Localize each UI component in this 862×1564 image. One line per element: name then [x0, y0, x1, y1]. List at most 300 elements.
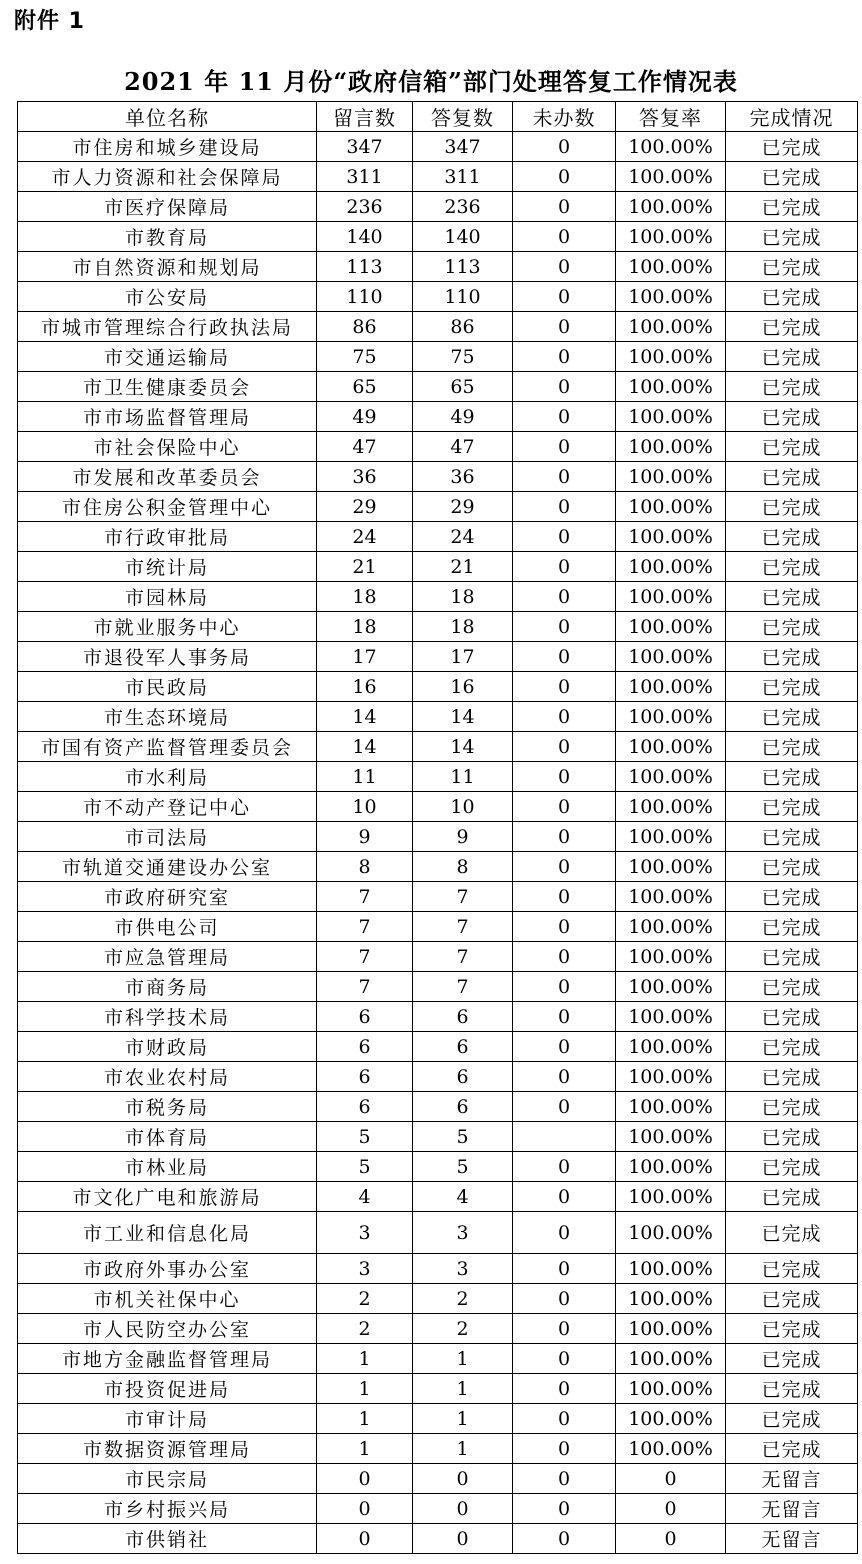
cell-replies: 1	[413, 1344, 513, 1374]
table-row	[18, 1152, 858, 1182]
cell-unit-name: 市林业局	[18, 1152, 317, 1182]
table-row	[18, 342, 858, 372]
cell-messages: 75	[317, 342, 413, 372]
table-row	[18, 852, 858, 882]
document-title: 2021 年 11 月份“政府信箱”部门处理答复工作情况表	[124, 67, 738, 96]
cell-pending: 0	[513, 852, 616, 882]
cell-replies: 3	[413, 1212, 513, 1254]
cell-replies: 10	[413, 792, 513, 822]
cell-replies: 1	[413, 1404, 513, 1434]
cell-reply-rate: 100.00%	[616, 672, 726, 702]
cell-completion: 已完成	[726, 1062, 858, 1092]
cell-messages: 6	[317, 1092, 413, 1122]
cell-completion: 已完成	[726, 1404, 858, 1434]
cell-replies: 113	[413, 252, 513, 282]
cell-pending: 0	[513, 642, 616, 672]
table-row	[18, 132, 858, 162]
cell-pending: 0	[513, 1092, 616, 1122]
table-row	[18, 882, 858, 912]
cell-unit-name: 市供电公司	[18, 912, 317, 942]
cell-pending: 0	[513, 1494, 616, 1524]
cell-messages: 6	[317, 1062, 413, 1092]
cell-reply-rate: 100.00%	[616, 1434, 726, 1464]
table-row	[18, 252, 858, 282]
cell-reply-rate: 100.00%	[616, 342, 726, 372]
cell-messages: 347	[317, 132, 413, 162]
cell-unit-name: 市园林局	[18, 582, 317, 612]
table-row	[18, 432, 858, 462]
cell-completion: 已完成	[726, 1374, 858, 1404]
cell-unit-name: 市科学技术局	[18, 1002, 317, 1032]
cell-messages: 236	[317, 192, 413, 222]
cell-messages: 24	[317, 522, 413, 552]
cell-messages: 7	[317, 882, 413, 912]
cell-pending: 0	[513, 792, 616, 822]
cell-unit-name: 市统计局	[18, 552, 317, 582]
cell-unit-name: 市审计局	[18, 1404, 317, 1434]
cell-pending: 0	[513, 342, 616, 372]
cell-replies: 1	[413, 1434, 513, 1464]
cell-pending: 0	[513, 222, 616, 252]
table-row	[18, 312, 858, 342]
cell-messages: 5	[317, 1152, 413, 1182]
cell-messages: 86	[317, 312, 413, 342]
cell-completion: 已完成	[726, 312, 858, 342]
cell-completion: 无留言	[726, 1524, 858, 1554]
cell-completion: 无留言	[726, 1464, 858, 1494]
cell-pending: 0	[513, 1182, 616, 1212]
table-row	[18, 642, 858, 672]
table-row	[18, 732, 858, 762]
cell-reply-rate: 100.00%	[616, 792, 726, 822]
cell-messages: 311	[317, 162, 413, 192]
cell-messages: 7	[317, 942, 413, 972]
cell-replies: 0	[413, 1524, 513, 1554]
cell-completion: 已完成	[726, 282, 858, 312]
cell-replies: 347	[413, 132, 513, 162]
cell-replies: 86	[413, 312, 513, 342]
cell-pending: 0	[513, 762, 616, 792]
cell-completion: 已完成	[726, 132, 858, 162]
cell-reply-rate: 100.00%	[616, 192, 726, 222]
cell-reply-rate: 100.00%	[616, 942, 726, 972]
header-replies: 答复数	[413, 102, 513, 132]
cell-messages: 2	[317, 1314, 413, 1344]
cell-messages: 6	[317, 1032, 413, 1062]
cell-reply-rate: 100.00%	[616, 1374, 726, 1404]
cell-messages: 11	[317, 762, 413, 792]
cell-reply-rate: 100.00%	[616, 132, 726, 162]
cell-replies: 2	[413, 1284, 513, 1314]
table-row	[18, 1212, 858, 1254]
cell-messages: 16	[317, 672, 413, 702]
cell-reply-rate: 0	[616, 1524, 726, 1554]
cell-pending: 0	[513, 1002, 616, 1032]
cell-reply-rate: 100.00%	[616, 1122, 726, 1152]
header-unit-name: 单位名称	[18, 102, 317, 132]
cell-reply-rate: 100.00%	[616, 852, 726, 882]
table-row	[18, 1254, 858, 1284]
cell-messages: 113	[317, 252, 413, 282]
cell-reply-rate: 100.00%	[616, 222, 726, 252]
cell-reply-rate: 100.00%	[616, 492, 726, 522]
cell-messages: 18	[317, 582, 413, 612]
cell-messages: 14	[317, 732, 413, 762]
cell-pending: 0	[513, 1152, 616, 1182]
cell-reply-rate: 100.00%	[616, 162, 726, 192]
cell-replies: 6	[413, 1002, 513, 1032]
cell-reply-rate: 100.00%	[616, 1212, 726, 1254]
cell-reply-rate: 100.00%	[616, 762, 726, 792]
cell-unit-name: 市社会保险中心	[18, 432, 317, 462]
cell-unit-name: 市应急管理局	[18, 942, 317, 972]
table-row	[18, 1374, 858, 1404]
cell-messages: 29	[317, 492, 413, 522]
cell-reply-rate: 100.00%	[616, 702, 726, 732]
cell-reply-rate: 100.00%	[616, 1314, 726, 1344]
cell-messages: 1	[317, 1344, 413, 1374]
cell-messages: 8	[317, 852, 413, 882]
cell-messages: 1	[317, 1374, 413, 1404]
cell-pending: 0	[513, 162, 616, 192]
cell-pending: 0	[513, 1374, 616, 1404]
cell-unit-name: 市商务局	[18, 972, 317, 1002]
cell-replies: 6	[413, 1092, 513, 1122]
cell-unit-name: 市农业农村局	[18, 1062, 317, 1092]
table-row	[18, 1524, 858, 1554]
cell-replies: 7	[413, 882, 513, 912]
cell-replies: 140	[413, 222, 513, 252]
cell-unit-name: 市就业服务中心	[18, 612, 317, 642]
cell-pending: 0	[513, 552, 616, 582]
cell-messages: 47	[317, 432, 413, 462]
header-messages: 留言数	[317, 102, 413, 132]
cell-pending: 0	[513, 1524, 616, 1554]
cell-completion: 已完成	[726, 852, 858, 882]
cell-unit-name: 市司法局	[18, 822, 317, 852]
cell-unit-name: 市住房公积金管理中心	[18, 492, 317, 522]
cell-replies: 11	[413, 762, 513, 792]
cell-reply-rate: 100.00%	[616, 822, 726, 852]
cell-messages: 18	[317, 612, 413, 642]
cell-messages: 9	[317, 822, 413, 852]
cell-reply-rate: 100.00%	[616, 1254, 726, 1284]
cell-completion: 已完成	[726, 552, 858, 582]
header-reply-rate: 答复率	[616, 102, 726, 132]
cell-unit-name: 市机关社保中心	[18, 1284, 317, 1314]
report-table	[17, 101, 858, 1554]
cell-pending: 0	[513, 672, 616, 702]
cell-completion: 已完成	[726, 1314, 858, 1344]
cell-completion: 已完成	[726, 822, 858, 852]
cell-unit-name: 市国有资产监督管理委员会	[18, 732, 317, 762]
cell-replies: 47	[413, 432, 513, 462]
cell-messages: 49	[317, 402, 413, 432]
cell-reply-rate: 100.00%	[616, 1092, 726, 1122]
cell-replies: 18	[413, 612, 513, 642]
cell-reply-rate: 100.00%	[616, 972, 726, 1002]
cell-messages: 6	[317, 1002, 413, 1032]
table-row	[18, 612, 858, 642]
cell-messages: 21	[317, 552, 413, 582]
cell-messages: 0	[317, 1524, 413, 1554]
cell-replies: 14	[413, 702, 513, 732]
table-row	[18, 372, 858, 402]
cell-pending: 0	[513, 612, 616, 642]
cell-messages: 1	[317, 1434, 413, 1464]
table-row	[18, 762, 858, 792]
cell-reply-rate: 100.00%	[616, 1182, 726, 1212]
cell-completion: 已完成	[726, 402, 858, 432]
cell-pending: 0	[513, 1404, 616, 1434]
cell-pending: 0	[513, 1032, 616, 1062]
cell-pending: 0	[513, 882, 616, 912]
table-row	[18, 402, 858, 432]
cell-unit-name: 市地方金融监督管理局	[18, 1344, 317, 1374]
cell-pending: 0	[513, 1344, 616, 1374]
cell-completion: 已完成	[726, 1284, 858, 1314]
cell-messages: 36	[317, 462, 413, 492]
cell-completion: 已完成	[726, 1092, 858, 1122]
table-body	[18, 132, 858, 1554]
cell-unit-name: 市体育局	[18, 1122, 317, 1152]
cell-messages: 7	[317, 972, 413, 1002]
table-row	[18, 702, 858, 732]
cell-reply-rate: 100.00%	[616, 1284, 726, 1314]
cell-pending: 0	[513, 282, 616, 312]
cell-unit-name: 市人力资源和社会保障局	[18, 162, 317, 192]
cell-completion: 已完成	[726, 1254, 858, 1284]
table-row	[18, 1062, 858, 1092]
cell-reply-rate: 100.00%	[616, 882, 726, 912]
cell-pending: 0	[513, 1314, 616, 1344]
cell-replies: 21	[413, 552, 513, 582]
cell-reply-rate: 100.00%	[616, 642, 726, 672]
cell-pending: 0	[513, 492, 616, 522]
cell-pending: 0	[513, 462, 616, 492]
cell-reply-rate: 100.00%	[616, 372, 726, 402]
cell-reply-rate: 100.00%	[616, 1344, 726, 1374]
cell-completion: 已完成	[726, 792, 858, 822]
table-row	[18, 672, 858, 702]
cell-completion: 已完成	[726, 252, 858, 282]
cell-replies: 3	[413, 1254, 513, 1284]
cell-reply-rate: 100.00%	[616, 612, 726, 642]
cell-pending: 0	[513, 822, 616, 852]
cell-replies: 2	[413, 1314, 513, 1344]
cell-messages: 5	[317, 1122, 413, 1152]
cell-completion: 已完成	[726, 942, 858, 972]
cell-replies: 4	[413, 1182, 513, 1212]
cell-pending: 0	[513, 1062, 616, 1092]
cell-completion: 已完成	[726, 1182, 858, 1212]
cell-unit-name: 市发展和改革委员会	[18, 462, 317, 492]
cell-replies: 16	[413, 672, 513, 702]
table-row	[18, 282, 858, 312]
cell-completion: 已完成	[726, 342, 858, 372]
cell-completion: 已完成	[726, 432, 858, 462]
cell-pending: 0	[513, 912, 616, 942]
table-row	[18, 1002, 858, 1032]
cell-messages: 2	[317, 1284, 413, 1314]
table-row	[18, 1434, 858, 1464]
cell-pending: 0	[513, 252, 616, 282]
cell-unit-name: 市交通运输局	[18, 342, 317, 372]
cell-unit-name: 市数据资源管理局	[18, 1434, 317, 1464]
cell-reply-rate: 100.00%	[616, 432, 726, 462]
cell-reply-rate: 100.00%	[616, 912, 726, 942]
cell-messages: 17	[317, 642, 413, 672]
cell-replies: 36	[413, 462, 513, 492]
cell-completion: 已完成	[726, 372, 858, 402]
cell-reply-rate: 100.00%	[616, 462, 726, 492]
cell-pending: 0	[513, 192, 616, 222]
cell-pending: 0	[513, 132, 616, 162]
table-row	[18, 222, 858, 252]
header-pending: 未办数	[513, 102, 616, 132]
cell-unit-name: 市城市管理综合行政执法局	[18, 312, 317, 342]
cell-replies: 1	[413, 1374, 513, 1404]
cell-completion: 已完成	[726, 672, 858, 702]
cell-pending: 0	[513, 522, 616, 552]
cell-messages: 10	[317, 792, 413, 822]
cell-completion: 已完成	[726, 1344, 858, 1374]
table-row	[18, 552, 858, 582]
table-header-row	[18, 102, 858, 132]
cell-reply-rate: 100.00%	[616, 312, 726, 342]
cell-replies: 7	[413, 972, 513, 1002]
table-row	[18, 192, 858, 222]
cell-reply-rate: 100.00%	[616, 1002, 726, 1032]
table-row	[18, 1182, 858, 1212]
cell-replies: 236	[413, 192, 513, 222]
cell-completion: 已完成	[726, 1002, 858, 1032]
cell-unit-name: 市乡村振兴局	[18, 1494, 317, 1524]
cell-completion: 已完成	[726, 222, 858, 252]
cell-unit-name: 市人民防空办公室	[18, 1314, 317, 1344]
table-row	[18, 582, 858, 612]
cell-unit-name: 市生态环境局	[18, 702, 317, 732]
cell-pending: 0	[513, 402, 616, 432]
cell-unit-name: 市轨道交通建设办公室	[18, 852, 317, 882]
cell-completion: 无留言	[726, 1494, 858, 1524]
cell-unit-name: 市政府外事办公室	[18, 1254, 317, 1284]
cell-pending: 0	[513, 1434, 616, 1464]
table-row	[18, 492, 858, 522]
cell-pending	[513, 1122, 616, 1152]
cell-completion: 已完成	[726, 462, 858, 492]
cell-unit-name: 市行政审批局	[18, 522, 317, 552]
cell-pending: 0	[513, 702, 616, 732]
cell-replies: 7	[413, 942, 513, 972]
cell-unit-name: 市水利局	[18, 762, 317, 792]
cell-pending: 0	[513, 582, 616, 612]
cell-replies: 0	[413, 1464, 513, 1494]
cell-unit-name: 市政府研究室	[18, 882, 317, 912]
cell-reply-rate: 100.00%	[616, 582, 726, 612]
cell-completion: 已完成	[726, 162, 858, 192]
cell-reply-rate: 100.00%	[616, 522, 726, 552]
table-row	[18, 522, 858, 552]
attachment-label: 附件 1	[14, 9, 85, 34]
cell-replies: 65	[413, 372, 513, 402]
cell-replies: 8	[413, 852, 513, 882]
table-row	[18, 1284, 858, 1314]
cell-messages: 0	[317, 1464, 413, 1494]
cell-completion: 已完成	[726, 612, 858, 642]
cell-replies: 49	[413, 402, 513, 432]
table-row	[18, 822, 858, 852]
cell-unit-name: 市住房和城乡建设局	[18, 132, 317, 162]
cell-unit-name: 市教育局	[18, 222, 317, 252]
cell-reply-rate: 100.00%	[616, 1152, 726, 1182]
cell-completion: 已完成	[726, 1152, 858, 1182]
cell-reply-rate: 100.00%	[616, 732, 726, 762]
cell-replies: 7	[413, 912, 513, 942]
table-row	[18, 1122, 858, 1152]
cell-reply-rate: 100.00%	[616, 552, 726, 582]
cell-replies: 0	[413, 1494, 513, 1524]
table-row	[18, 1032, 858, 1062]
cell-replies: 29	[413, 492, 513, 522]
cell-completion: 已完成	[726, 762, 858, 792]
table-row	[18, 1404, 858, 1434]
cell-unit-name: 市文化广电和旅游局	[18, 1182, 317, 1212]
cell-unit-name: 市不动产登记中心	[18, 792, 317, 822]
cell-replies: 18	[413, 582, 513, 612]
cell-messages: 14	[317, 702, 413, 732]
cell-completion: 已完成	[726, 1122, 858, 1152]
cell-completion: 已完成	[726, 732, 858, 762]
cell-completion: 已完成	[726, 1032, 858, 1062]
cell-reply-rate: 100.00%	[616, 1032, 726, 1062]
cell-unit-name: 市退役军人事务局	[18, 642, 317, 672]
cell-completion: 已完成	[726, 492, 858, 522]
table-row	[18, 912, 858, 942]
cell-replies: 17	[413, 642, 513, 672]
cell-reply-rate: 0	[616, 1464, 726, 1494]
cell-reply-rate: 100.00%	[616, 252, 726, 282]
cell-unit-name: 市工业和信息化局	[18, 1212, 317, 1254]
cell-completion: 已完成	[726, 522, 858, 552]
cell-unit-name: 市供销社	[18, 1524, 317, 1554]
table-row	[18, 162, 858, 192]
cell-completion: 已完成	[726, 702, 858, 732]
cell-replies: 6	[413, 1032, 513, 1062]
cell-reply-rate: 100.00%	[616, 282, 726, 312]
cell-unit-name: 市民宗局	[18, 1464, 317, 1494]
cell-unit-name: 市投资促进局	[18, 1374, 317, 1404]
cell-reply-rate: 100.00%	[616, 1062, 726, 1092]
cell-messages: 1	[317, 1404, 413, 1434]
cell-pending: 0	[513, 942, 616, 972]
cell-replies: 9	[413, 822, 513, 852]
cell-replies: 5	[413, 1122, 513, 1152]
cell-pending: 0	[513, 372, 616, 402]
table-row	[18, 972, 858, 1002]
cell-completion: 已完成	[726, 1212, 858, 1254]
cell-replies: 110	[413, 282, 513, 312]
cell-completion: 已完成	[726, 1434, 858, 1464]
cell-unit-name: 市财政局	[18, 1032, 317, 1062]
cell-replies: 24	[413, 522, 513, 552]
cell-messages: 3	[317, 1212, 413, 1254]
cell-unit-name: 市税务局	[18, 1092, 317, 1122]
cell-replies: 75	[413, 342, 513, 372]
cell-unit-name: 市民政局	[18, 672, 317, 702]
table-row	[18, 1344, 858, 1374]
cell-reply-rate: 0	[616, 1494, 726, 1524]
